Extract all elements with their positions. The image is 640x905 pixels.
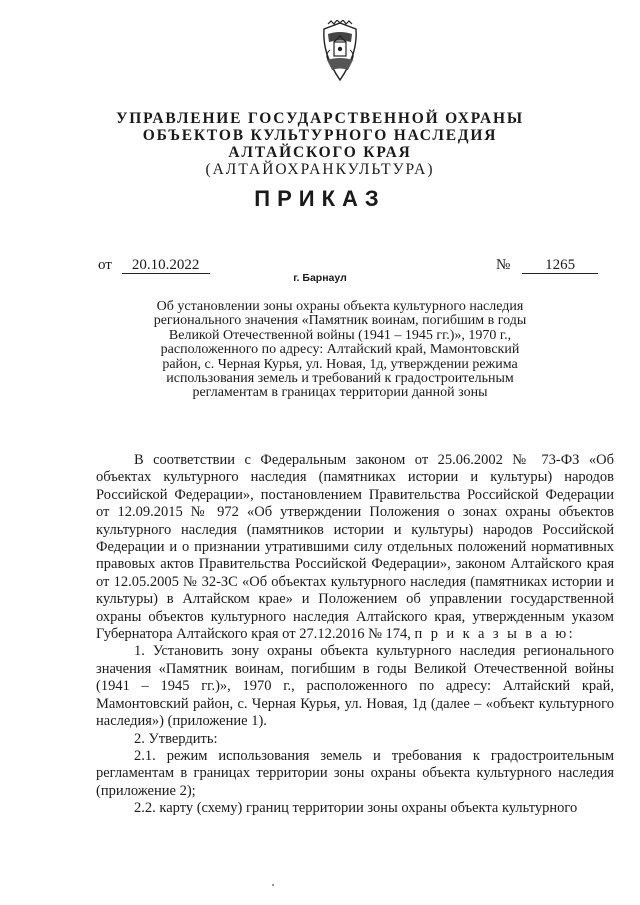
preamble-text: В соответствии с Федеральным законом от 25.06.2002 № 73-ФЗ «Об объектах культурного наследия (памятниках истории и культуры) народов Российской Федерации», постановлением Правительства Российской Федерации от 12.09.2015 № 972 «Об утверждении Положения о зонах охраны объектов культурного наследия (памятников истории и культуры) народов Российской Федерации и о признании утратившими силу отдельных положений нормативных правовых актов Правительства Российской Федерации», законом Алтайского края от 12.05.2005 № 32-ЗС «Об объектах культурного наследия (памятниках истории и культуры) в Алтайском крае» и Положением об управлении государственной охраны объектов культурного наследия Алтайского края, утвержденным указом Губернатора Алтайского края от 27.12.2016 № 174, [96,452,614,643]
coat-of-arms-icon [318,20,362,84]
document-number: 1265 [522,258,598,274]
scan-dot [272,884,274,886]
document-date: 20.10.2022 [122,258,210,274]
agency-name-line-2: ОБЪЕКТОВ КУЛЬТУРНОГО НАСЛЕДИЯ [142,127,498,144]
document-title: ПРИКАЗ [254,186,386,211]
order-subject [130,300,550,401]
subject-line: район, с. Черная Курья, ул. Новая, 1д, утверждении режима [162,356,518,372]
subject-line: расположенного по адресу: Алтайский край, Мамонтовский [160,342,520,358]
item-2-1: 2.1. режим использования земель и требования к градостроительным регламентам в границах территории зоны охраны объекта культурного наследия (приложение 2); [96,747,614,799]
agency-name-line-1: УПРАВЛЕНИЕ ГОСУДАРСТВЕННОЙ ОХРАНЫ [116,110,524,127]
order-body [96,452,614,818]
item-2: 2. Утвердить: [134,730,218,747]
item-2-2: 2.2. карту (схему) границ территории зоны охраны объекта культурного [134,800,578,817]
preamble-paragraph [96,452,614,643]
subject-line: регионального значения «Памятник воинам, погибшим в годы [153,313,527,329]
order-command: п р и к а з ы в а ю: [414,626,576,643]
date-prefix: от [98,257,112,273]
subject-line: Об установлении зоны охраны объекта культурного наследия [156,299,524,314]
agency-name-line-3: АЛТАЙСКОГО КРАЯ [228,144,412,161]
number-sign: № [496,257,511,273]
subject-line: Великой Отечественной войны (1941 – 1945 гг.)», 1970 г., [168,327,512,343]
subject-line: регламентам в границах территории данной зоны [192,385,488,401]
agency-abbreviation: (АЛТАЙОХРАНКУЛЬТУРА) [205,161,435,178]
subject-line: использования земель и требований к градостроительным [166,371,514,387]
item-1: 1. Установить зону охраны объекта культурного наследия регионального значения «Памятник воинам, погибшим в годы Великой Отечественной войны (1941 – 1945 гг.)», 1970 г., расположенного по адресу: Алтайский край, Мамонтовский район, с. Черная Курья, ул. Новая, 1д (далее – «объект культурного наследия») (приложение 1). [96,643,614,730]
city-name: г. Барнаул [293,272,347,284]
